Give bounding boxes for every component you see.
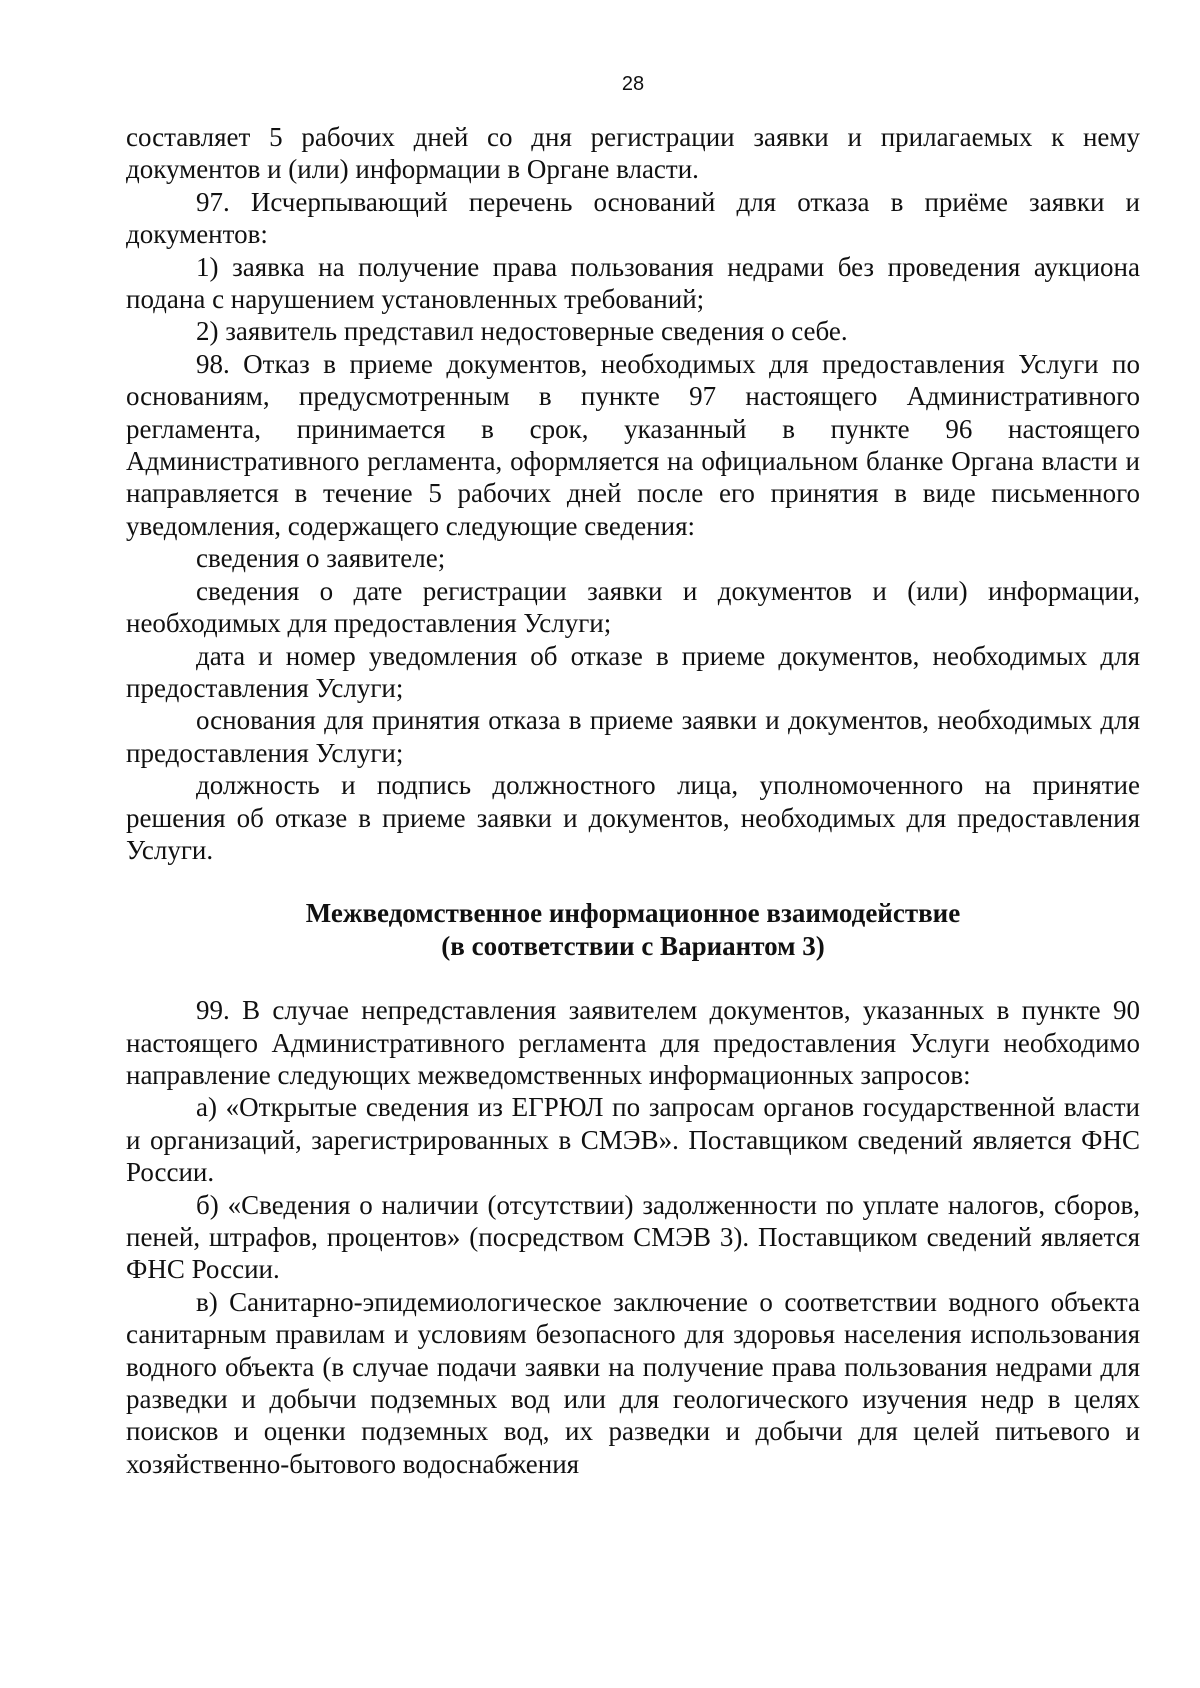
section-heading-line-1: Межведомственное информационное взаимодействие bbox=[305, 898, 961, 929]
list-item-98-5: должность и подпись должностного лица, уполномоченного на принятие решения об отказе в приеме заявки и документов, необходимых для предоставления Услуги. bbox=[126, 770, 1140, 865]
paragraph-99: 99. В случае непредставления заявителем документов, указанных в пункте 90 настоящего Административного регламента для предоставления Услуги необходимо направление следующих межведомственных информационных запросов: bbox=[126, 995, 1140, 1090]
section-heading bbox=[126, 897, 1140, 962]
list-item-99-a: а) «Открытые сведения из ЕГРЮЛ по запросам органов государственной власти и организаций, зарегистрированных в СМЭВ». Поставщиком сведений является ФНС России. bbox=[126, 1092, 1140, 1188]
section-heading-line-2: (в соответствии с Вариантом 3) bbox=[441, 930, 825, 961]
page-number: 28 bbox=[621, 73, 645, 95]
list-item-98-2: сведения о дате регистрации заявки и документов и (или) информации, необходимых для предоставления Услуги; bbox=[126, 575, 1140, 639]
list-item-98-3: дата и номер уведомления об отказе в приеме документов, необходимых для предоставления Услуги; bbox=[126, 640, 1140, 703]
document-page bbox=[126, 0, 1140, 1688]
list-item-97-2: 2) заявитель представил недостоверные сведения о себе. bbox=[196, 316, 848, 347]
list-item-99-b: б) «Сведения о наличии (отсутствии) задолженности по уплате налогов, сборов, пеней, штрафов, процентов» (посредством СМЭВ 3). Поставщиком сведений является ФНС России. bbox=[126, 1189, 1140, 1285]
paragraph-98: 98. Отказ в приеме документов, необходимых для предоставления Услуги по основаниям, предусмотренным в пункте 97 настоящего Административного регламента, принимается в срок, указанный в пункте 96 настоящего Административного регламента, оформляется на официальном бланке Органа власти и направляется в течение 5 рабочих дней после его принятия в виде письменного уведомления, содержащего следующие сведения: bbox=[126, 348, 1140, 541]
list-item-98-1: сведения о заявителе; bbox=[196, 543, 446, 574]
list-item-98-4: основания для принятия отказа в приеме заявки и документов, необходимых для предоставления Услуги; bbox=[126, 705, 1140, 768]
list-item-97-1: 1) заявка на получение права пользования недрами без проведения аукциона подана с нарушением установленных требований; bbox=[126, 251, 1140, 315]
document-body bbox=[126, 121, 1140, 1480]
paragraph-97: 97. Исчерпывающий перечень оснований для отказа в приёме заявки и документов: bbox=[126, 186, 1140, 250]
paragraph-continuation: составляет 5 рабочих дней со дня регистрации заявки и прилагаемых к нему документов и (или) информации в Органе власти. bbox=[126, 122, 1140, 185]
list-item-99-v: в) Санитарно-эпидемиологическое заключение о соответствии водного объекта санитарным правилам и условиям безопасного для здоровья населения использования водного объекта (в случае подачи заявки на получение права пользования недрами для разведки и добычи подземных вод или для геологического изучения недр в целях поисков и оценки подземных вод, их разведки и добычи для целей питьевого и хозяйственно-бытового водоснабжения bbox=[126, 1286, 1140, 1479]
